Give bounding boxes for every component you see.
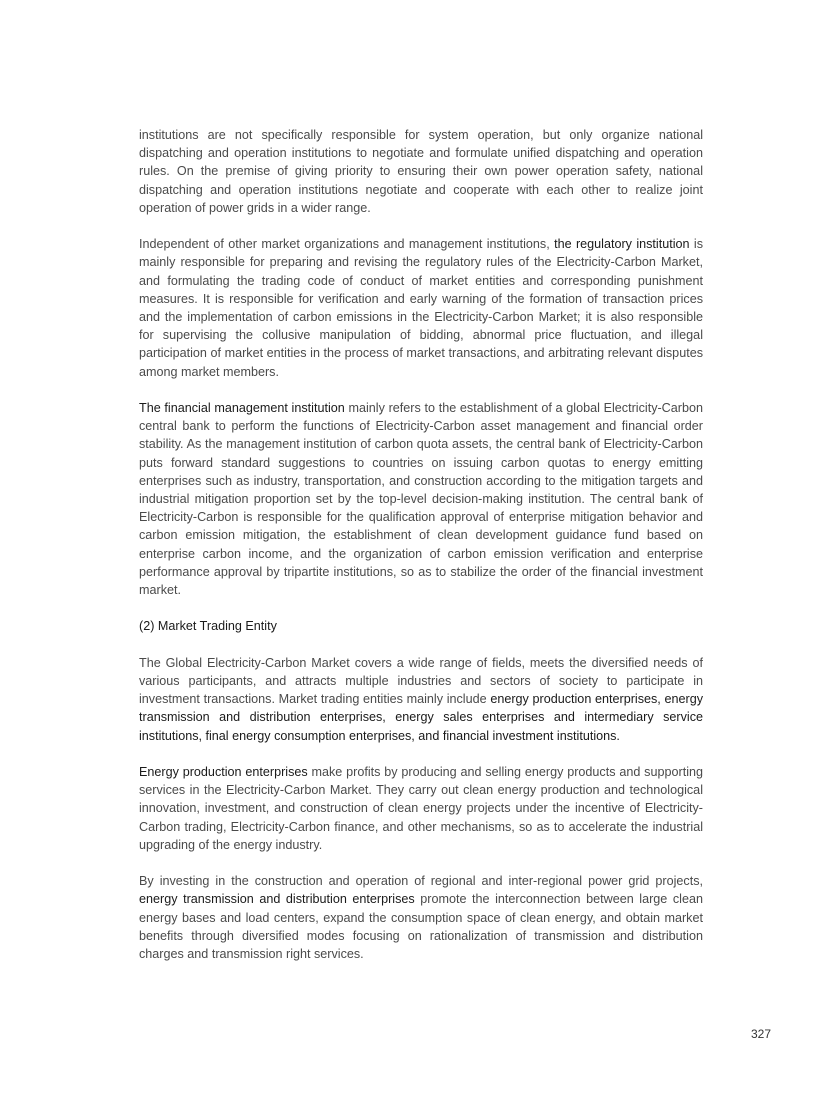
emphasis-transmission-distribution-enterprises: energy transmission and distribution enterprises (139, 892, 415, 907)
section-heading-market-trading-entity: (2) Market Trading Entity (139, 619, 277, 634)
paragraph-lead-text: The Global Electricity-Carbon Market covers a wide range of fields, meets the diversified needs of various participants, and attracts multiple industries and sectors of society to participate in investment transactions. Market trading entities mainly include (139, 655, 703, 707)
paragraph-lead-text: Independent of other market organizations and management institutions, (139, 237, 555, 252)
paragraph-rest-text: make profits by producing and selling energy products and supporting services in the Electricity-Carbon Market. They carry out clean energy production and technological innovation, investment, and construction of clean energy projects under the incentive of Electricity-Carbon trading, Electricity-Carbon finance, and other mechanisms, so as to accelerate the industrial upgrading of the energy industry. (139, 765, 703, 852)
paragraph-financial-management-institution (139, 399, 703, 599)
page-number: 327 (750, 1027, 771, 1041)
paragraph-regulatory-institution (139, 235, 703, 381)
emphasis-regulatory-institution: the regulatory institution (554, 237, 690, 252)
emphasis-entity-list: energy production enterprises, energy transmission and distribution enterprises, energy sales enterprises and intermediary service institutions, final energy consumption enterprises, and financial investment institutions. (139, 692, 703, 743)
paragraph-market-trading-entities (139, 654, 703, 745)
emphasis-financial-management-institution: The financial management institution (139, 401, 345, 416)
paragraph-rest-text: is mainly responsible for preparing and revising the regulatory rules of the Electricity-Carbon Market, and formulating the trading code of conduct of market entities and corresponding punishment measures. It is responsible for verification and early warning of the formation of transaction prices and the implementation of carbon emissions in the Electricity-Carbon Market; it is also responsible for supervising the collusive manipulation of bidding, abnormal price fluctuation, and illegal participation of market entities in the process of market transactions, and arbitrating relevant disputes among market members. (139, 237, 704, 379)
paragraph-energy-production-enterprises (139, 763, 703, 854)
paragraph-rest-text: promote the interconnection between large clean energy bases and load centers, expand the consumption space of clean energy, and obtain market benefits through diversified modes focusing on rationalization of transmission and distribution charges and transmission right services. (139, 892, 703, 962)
paragraph-dispatching-institutions (139, 126, 703, 217)
paragraph-text: institutions are not specifically responsible for system operation, but only organize national dispatching and operation institutions to negotiate and formulate unified dispatching and operation rules. On the premise of giving priority to ensuring their own power operation safety, national dispatching and operation institutions negotiate and cooperate with each other to realize joint operation of power grids in a wider range. (139, 128, 703, 215)
paragraph-lead-text: By investing in the construction and operation of regional and inter-regional power grid projects, (139, 874, 703, 889)
emphasis-energy-production-enterprises: Energy production enterprises (139, 765, 308, 780)
page-body (139, 126, 703, 981)
paragraph-transmission-distribution-enterprises (139, 872, 703, 963)
paragraph-rest-text: mainly refers to the establishment of a global Electricity-Carbon central bank to perform the functions of Electricity-Carbon asset management and financial order stability. As the management institution of carbon quota assets, the central bank of Electricity-Carbon puts forward standard suggestions to countries on issuing carbon quotas to energy emitting enterprises such as industry, transportation, and construction according to the mitigation targets and industrial mitigation proportion set by the top-level decision-making institution. The central bank of Electricity-Carbon is responsible for the qualification approval of enterprise mitigation behavior and carbon emission mitigation, the establishment of clean development guidance fund based on enterprise carbon income, and the organization of carbon emission verification and enterprise performance approval by tripartite institutions, so as to stabilize the order of the financial investment market. (139, 401, 703, 598)
